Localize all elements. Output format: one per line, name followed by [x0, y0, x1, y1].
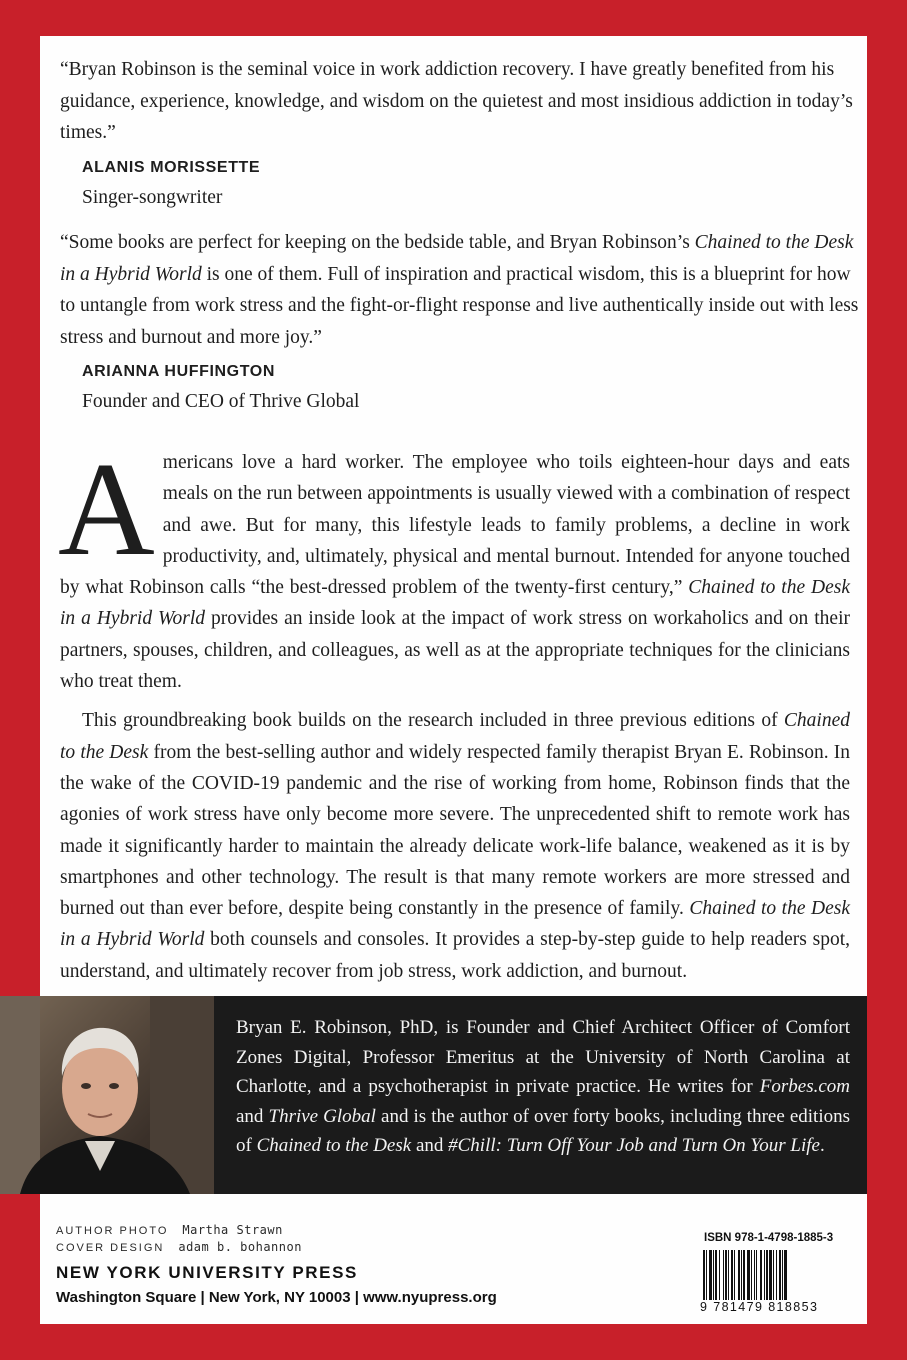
description-paragraph-2: This groundbreaking book builds on the research included in three previous editions of Chained to the Desk from the best-selling author and widely respected family therapist Bryan E. Robinson. In the wake of the COVID-19 pandemic and the rise of working from home, Robinson finds that the agonies of work stress have only become more severe. The unprecedented shift to remote work has made it significantly harder to maintain the already delicate work-life balance, weakened as it is by smartphones and other technology. The result is that many remote workers are more stressed and burned out than ever before, despite being constantly in the presence of family. Chained to the Desk in a Hybrid World both counsels and consoles. It provides a step-by-step guide to help readers spot, understand, and ultimately recover from job stress, work addiction, and burnout.	[60, 710, 850, 982]
publisher-address: Washington Square | New York, NY 10003 | www.nyupress.org	[56, 1289, 497, 1306]
book-title: Chained to the Desk in a Hybrid World	[60, 232, 854, 285]
barcode-bar	[766, 1250, 768, 1300]
barcode-bar	[734, 1250, 735, 1300]
endorsement-1	[60, 54, 860, 215]
barcode-bar	[709, 1250, 712, 1300]
author-photo	[0, 996, 214, 1194]
barcode-bar	[706, 1250, 707, 1300]
endorsement-2-name: ARIANNA HUFFINGTON	[82, 363, 276, 380]
barcode-bar	[723, 1250, 724, 1300]
design-credit-label: COVER DESIGN	[56, 1242, 165, 1254]
endorsement-1-name: ALANIS MORISSETTE	[82, 158, 261, 176]
barcode-bar	[776, 1250, 777, 1300]
barcode-bar	[773, 1250, 774, 1300]
isbn-barcode	[702, 1250, 848, 1300]
barcode-bar	[782, 1250, 783, 1300]
barcode-bar	[731, 1250, 733, 1300]
endorsement-2-text: “Some books are perfect for keeping on the bedside table, and Bryan Robinson’s Chained to the Desk in a Hybrid World is one of them. Full of inspiration and practical wisdom, this is a blueprint for how to untangle from work stress and the fight-or-flight response and live authentically inside out with less stress and burnout and more joy.”	[60, 232, 859, 348]
barcode-bar	[738, 1250, 740, 1300]
barcode-bar	[713, 1250, 714, 1300]
barcode-bar	[784, 1250, 787, 1300]
barcode-bar	[719, 1250, 720, 1300]
photo-credit-label: AUTHOR PHOTO	[56, 1225, 169, 1237]
barcode-bar	[756, 1250, 757, 1300]
barcode-bar	[743, 1250, 745, 1300]
barcode-bar	[715, 1250, 717, 1300]
barcode-bar	[741, 1250, 742, 1300]
barcode-bar	[728, 1250, 729, 1300]
barcode-bar	[760, 1250, 762, 1300]
barcode-bar	[725, 1250, 727, 1300]
description-paragraph-1: Americans love a hard worker. The employee who toils eighteen-hour days and eats meals on the run between appointments is usually viewed with a combination of respect and awe. But for many, this lifestyle leads to family problems, a decline in work productivity, and, ultimately, physical and mental burnout. Intended for anyone touched by what Robinson calls “the best-dressed problem of the twenty-first century,” Chained to the Desk in a Hybrid World provides an inside look at the impact of work stress on workaholics and on their partners, spouses, children, and colleagues, as well as at the appropriate techniques for the clinicians who treat them.	[58, 435, 850, 693]
barcode-bar	[764, 1250, 765, 1300]
author-bio: Bryan E. Robinson, PhD, is Founder and Chief Architect Officer of Comfort Zones Digital, Professor Emeritus at the University of North Carolina at Charlotte, and a psychotherapist in private practice. He writes for Forbes.com and Thrive Global and is the author of over forty books, including three editions of Chained to the Desk and #Chill: Turn Off Your Job and Turn On Your Life.	[236, 1017, 851, 1156]
endorsement-2	[60, 227, 860, 419]
isbn-label: ISBN 978-1-4798-1885-3	[704, 1232, 834, 1244]
barcode-number: 9 781479 818853	[700, 1300, 819, 1314]
endorsement-1-role: Singer-songwriter	[82, 186, 223, 208]
barcode-bar	[754, 1250, 755, 1300]
endorsement-1-text: “Bryan Robinson is the seminal voice in work addiction recovery. I have greatly benefited from his guidance, experience, knowledge, and wisdom on the quietest and most insidious addiction in today’s times.”	[60, 59, 853, 143]
publisher-name: NEW YORK UNIVERSITY PRESS	[56, 1263, 358, 1282]
barcode-bar	[779, 1250, 781, 1300]
book-description	[58, 435, 850, 987]
barcode-bar	[751, 1250, 752, 1300]
barcode-bar	[747, 1250, 750, 1300]
cover-credits	[56, 1222, 302, 1256]
barcode-bar	[703, 1250, 705, 1300]
photo-credit-value: Martha Strawn	[182, 1223, 283, 1237]
drop-cap: A	[58, 435, 155, 583]
barcode-bar	[769, 1250, 772, 1300]
design-credit-value: adam b. bohannon	[178, 1240, 302, 1254]
endorsement-2-role: Founder and CEO of Thrive Global	[82, 391, 360, 412]
